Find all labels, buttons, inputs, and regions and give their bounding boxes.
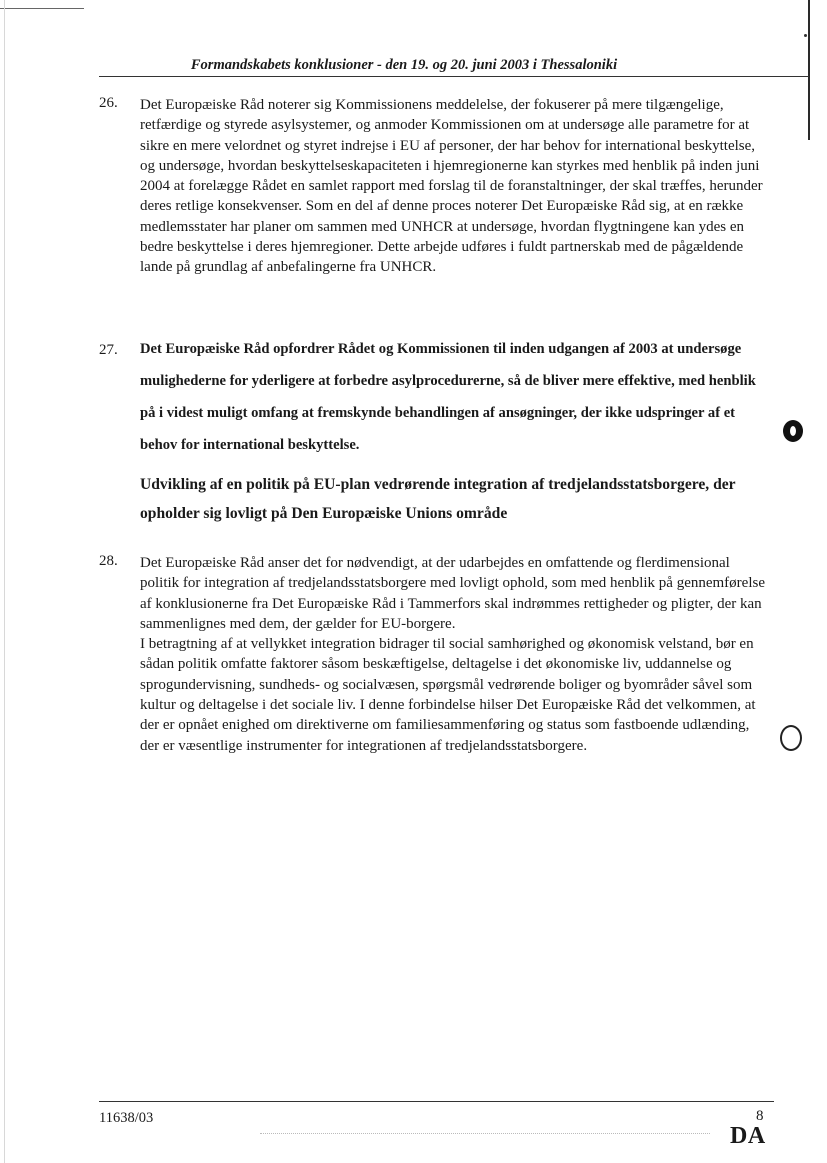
scan-artifact-right-line [808, 0, 810, 140]
paragraph-text: Det Europæiske Råd noterer sig Kommissionens meddelelse, der fokuserer på mere tilgængelige, retfærdige og styrede asylsystemer, og anmoder Kommissionen om at undersøge alle parametre for at sikre en mere velordnet og styret indrejse i EU af personer, der har behov for international beskyttelse, og undersøge, hvordan beskyttelseskapaciteten i hjemregionerne kan styrkes med henblik på inden juni 2004 at forelægge Rådet en samlet rapport med forslag til de foranstaltninger, der skal træffes, herunder deres retlige konsekvenser. Som en del af denne proces noterer Det Europæiske Råd sig, at en række medlemsstater har planer om sammen med UNHCR at undersøge, hvordan flygtningene kan ydes en bedre beskyttelse i deres hjemregioner. Dette arbejde udføres i fuldt partnerskab med de pågældende lande på grundlag af anbefalingerne fra UNHCR. [140, 97, 763, 276]
scan-artifact-specks [260, 1133, 710, 1135]
paragraph-text-part-1: Det Europæiske Råd anser det for nødvendigt, at der udarbejdes en omfattende og flerdimensional politik for integration af tredjelandsstatsborgere med lovligt ophold, som med henblik på gennemførelse af konklusionerne fra Det Europæiske Råd i Tammerfors skal indrømmes rettigheder og pligter, der kan sammenlignes med dem, der gælder for EU-borgere. [140, 555, 765, 632]
paragraph-text: Det Europæiske Råd opfordrer Rådet og Kommissionen til inden udgangen af 2003 at undersøge mulighederne for yderligere at forbedre asylprocedurerne, så de bliver mere effektive, med henblik på i videst muligt omfang at fremskynde behandlingen af ansøgninger, der ikke udspringer af et behov for international beskyttelse. [140, 341, 756, 453]
punch-hole-mark [783, 420, 803, 442]
paragraph-text [140, 553, 768, 756]
paragraph-number: 28. [99, 553, 118, 569]
page-header-title: Formandskabets konklusioner - den 19. og 20. juni 2003 i Thessaloniki [190, 57, 618, 73]
scan-artifact-top-line [0, 8, 84, 9]
header-divider [99, 76, 809, 77]
paragraph-number: 27. [99, 342, 118, 358]
page-number: 8 [756, 1108, 764, 1124]
paragraph-number: 26. [99, 95, 118, 111]
footer-divider [99, 1101, 774, 1102]
scan-artifact-dot [804, 34, 807, 37]
section-heading: Udvikling af en politik på EU-plan vedrørende integration af tredjelandsstatsborgere, der opholder sig lovligt på Den Europæiske Unions område [140, 476, 736, 522]
paragraph-text-part-2: I betragtning af at vellykket integration bidrager til social samhørighed og økonomisk velstand, bør en sådan politik omfatte faktorer såsom beskæftigelse, deltagelse i det økonomiske liv, uddannelse og sprogundervisning, sundheds- og socialvæsen, spørgsmål vedrørende boliger og byområder såvel som kultur og deltagelse i det sociale liv. I denne forbindelse hilser Det Europæiske Råd det velkommen, at der er opnået enighed om direktiverne om familiesammenføring og status som fastboende udlænding, der er væsentlige instrumenter for integrationen af tredjelandsstatsborgere. [140, 636, 756, 754]
language-code: DA [730, 1123, 766, 1149]
punch-hole-mark [780, 725, 802, 751]
document-reference: 11638/03 [99, 1110, 154, 1126]
scan-artifact-left-edge [4, 0, 5, 1163]
